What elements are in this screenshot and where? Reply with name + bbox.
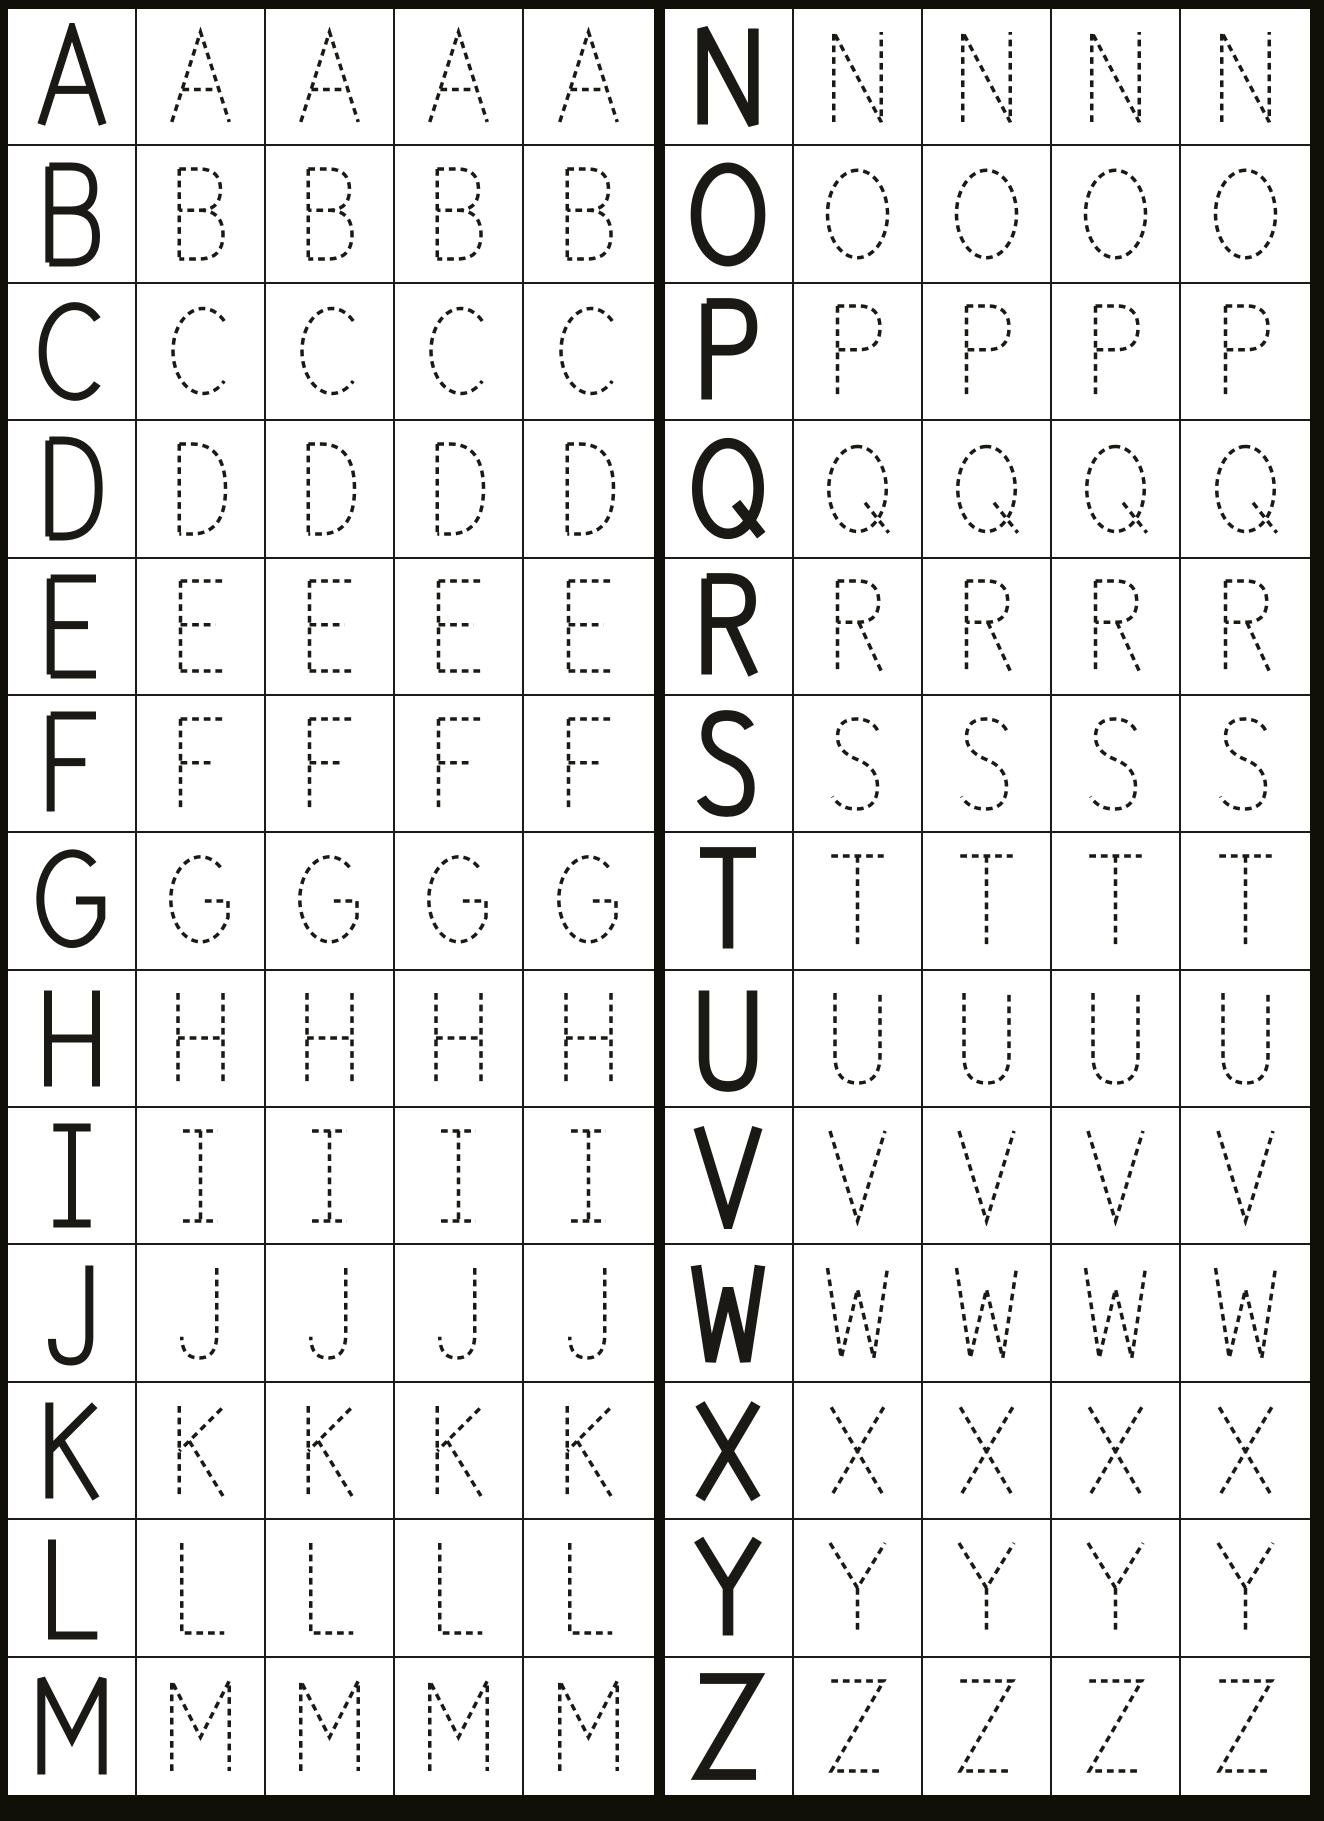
trace-letter-cell-T xyxy=(794,833,923,970)
solid-letter-cell-H xyxy=(8,971,137,1108)
letter-H-trace-glyph xyxy=(551,988,626,1088)
trace-letter-cell-Q xyxy=(794,421,923,558)
solid-letter-cell-C xyxy=(8,284,137,421)
letter-O-solid-glyph xyxy=(688,161,768,268)
letter-A-trace-glyph xyxy=(551,27,626,127)
letter-J-trace-glyph xyxy=(421,1263,496,1363)
letter-P-trace-glyph xyxy=(949,301,1024,401)
letter-E-solid-glyph xyxy=(32,573,112,680)
letter-G-trace-glyph xyxy=(551,851,626,951)
trace-letter-cell-S xyxy=(794,696,923,833)
letter-Q-trace-glyph xyxy=(1078,439,1153,539)
trace-letter-cell-W xyxy=(794,1245,923,1382)
trace-letter-cell-C xyxy=(266,284,395,421)
trace-letter-cell-F xyxy=(266,696,395,833)
letter-J-trace-glyph xyxy=(551,1263,626,1363)
solid-letter-cell-Q xyxy=(665,421,794,558)
trace-letter-cell-U xyxy=(1052,971,1181,1108)
letter-C-trace-glyph xyxy=(292,301,367,401)
trace-letter-cell-A xyxy=(266,9,395,146)
trace-letter-cell-E xyxy=(524,559,653,696)
letter-Y-trace-glyph xyxy=(1078,1538,1153,1638)
trace-letter-cell-U xyxy=(1181,971,1310,1108)
trace-letter-cell-F xyxy=(395,696,524,833)
trace-letter-cell-Z xyxy=(1181,1658,1310,1795)
letter-Y-solid-glyph xyxy=(688,1534,768,1641)
letter-B-trace-glyph xyxy=(292,164,367,264)
trace-letter-cell-N xyxy=(1181,9,1310,146)
trace-letter-cell-P xyxy=(1052,284,1181,421)
letter-X-trace-glyph xyxy=(949,1401,1024,1501)
trace-letter-cell-X xyxy=(794,1383,923,1520)
letter-R-solid-glyph xyxy=(688,573,768,680)
letter-L-trace-glyph xyxy=(551,1538,626,1638)
trace-letter-cell-Y xyxy=(1052,1520,1181,1657)
trace-letter-cell-Y xyxy=(794,1520,923,1657)
solid-letter-cell-A xyxy=(8,9,137,146)
solid-letter-cell-O xyxy=(665,146,794,283)
letter-D-solid-glyph xyxy=(32,435,112,542)
letter-U-trace-glyph xyxy=(1078,988,1153,1088)
letter-K-trace-glyph xyxy=(292,1401,367,1501)
letter-P-trace-glyph xyxy=(1208,301,1283,401)
letter-V-trace-glyph xyxy=(1078,1126,1153,1226)
solid-letter-cell-X xyxy=(665,1383,794,1520)
letter-G-trace-glyph xyxy=(163,851,238,951)
letter-F-solid-glyph xyxy=(32,710,112,817)
solid-letter-cell-F xyxy=(8,696,137,833)
letter-W-trace-glyph xyxy=(820,1263,895,1363)
trace-letter-cell-A xyxy=(395,9,524,146)
trace-letter-cell-L xyxy=(266,1520,395,1657)
trace-letter-cell-M xyxy=(524,1658,653,1795)
trace-letter-cell-K xyxy=(395,1383,524,1520)
letter-Q-trace-glyph xyxy=(1208,439,1283,539)
trace-letter-cell-O xyxy=(923,146,1052,283)
tracing-grid xyxy=(8,9,1310,1795)
trace-letter-cell-K xyxy=(137,1383,266,1520)
solid-letter-cell-I xyxy=(8,1108,137,1245)
letter-F-trace-glyph xyxy=(163,714,238,814)
letter-X-trace-glyph xyxy=(820,1401,895,1501)
solid-letter-cell-T xyxy=(665,833,794,970)
trace-letter-cell-S xyxy=(1181,696,1310,833)
letter-I-trace-glyph xyxy=(551,1126,626,1226)
trace-letter-cell-T xyxy=(1052,833,1181,970)
letter-C-trace-glyph xyxy=(421,301,496,401)
letter-A-trace-glyph xyxy=(292,27,367,127)
letter-I-trace-glyph xyxy=(421,1126,496,1226)
trace-letter-cell-C xyxy=(395,284,524,421)
letter-W-trace-glyph xyxy=(949,1263,1024,1363)
letter-B-trace-glyph xyxy=(163,164,238,264)
letter-Y-trace-glyph xyxy=(949,1538,1024,1638)
letter-K-trace-glyph xyxy=(163,1401,238,1501)
trace-letter-cell-Q xyxy=(1181,421,1310,558)
letter-R-trace-glyph xyxy=(1078,576,1153,676)
trace-letter-cell-F xyxy=(137,696,266,833)
letter-A-trace-glyph xyxy=(163,27,238,127)
letter-Q-trace-glyph xyxy=(820,439,895,539)
trace-letter-cell-S xyxy=(923,696,1052,833)
solid-letter-cell-L xyxy=(8,1520,137,1657)
trace-letter-cell-C xyxy=(137,284,266,421)
trace-letter-cell-V xyxy=(1181,1108,1310,1245)
trace-letter-cell-R xyxy=(1181,559,1310,696)
trace-letter-cell-Y xyxy=(923,1520,1052,1657)
letter-Z-trace-glyph xyxy=(1208,1676,1283,1776)
solid-letter-cell-S xyxy=(665,696,794,833)
letters-n-z-panel xyxy=(665,9,1311,1795)
letter-F-trace-glyph xyxy=(421,714,496,814)
trace-letter-cell-H xyxy=(266,971,395,1108)
letter-N-trace-glyph xyxy=(949,27,1024,127)
trace-letter-cell-V xyxy=(794,1108,923,1245)
trace-letter-cell-G xyxy=(137,833,266,970)
trace-letter-cell-D xyxy=(524,421,653,558)
trace-letter-cell-D xyxy=(395,421,524,558)
trace-letter-cell-X xyxy=(923,1383,1052,1520)
letter-X-trace-glyph xyxy=(1078,1401,1153,1501)
solid-letter-cell-J xyxy=(8,1245,137,1382)
letter-T-trace-glyph xyxy=(949,851,1024,951)
solid-letter-cell-Y xyxy=(665,1520,794,1657)
solid-letter-cell-G xyxy=(8,833,137,970)
trace-letter-cell-U xyxy=(794,971,923,1108)
solid-letter-cell-U xyxy=(665,971,794,1108)
trace-letter-cell-T xyxy=(1181,833,1310,970)
trace-letter-cell-H xyxy=(137,971,266,1108)
letter-D-trace-glyph xyxy=(292,439,367,539)
trace-letter-cell-F xyxy=(524,696,653,833)
letter-U-trace-glyph xyxy=(949,988,1024,1088)
letter-L-trace-glyph xyxy=(292,1538,367,1638)
trace-letter-cell-E xyxy=(395,559,524,696)
letter-N-solid-glyph xyxy=(688,23,768,130)
trace-letter-cell-L xyxy=(137,1520,266,1657)
letter-S-trace-glyph xyxy=(949,714,1024,814)
trace-letter-cell-O xyxy=(1052,146,1181,283)
trace-letter-cell-J xyxy=(137,1245,266,1382)
letter-T-trace-glyph xyxy=(1078,851,1153,951)
letter-Z-solid-glyph xyxy=(688,1673,768,1780)
letter-T-trace-glyph xyxy=(820,851,895,951)
trace-letter-cell-R xyxy=(794,559,923,696)
trace-letter-cell-P xyxy=(794,284,923,421)
trace-letter-cell-O xyxy=(794,146,923,283)
trace-letter-cell-I xyxy=(137,1108,266,1245)
letter-V-solid-glyph xyxy=(688,1122,768,1229)
letter-C-trace-glyph xyxy=(163,301,238,401)
trace-letter-cell-R xyxy=(1052,559,1181,696)
trace-letter-cell-J xyxy=(266,1245,395,1382)
letter-F-trace-glyph xyxy=(551,714,626,814)
solid-letter-cell-R xyxy=(665,559,794,696)
trace-letter-cell-N xyxy=(794,9,923,146)
trace-letter-cell-I xyxy=(524,1108,653,1245)
trace-letter-cell-I xyxy=(266,1108,395,1245)
letter-N-trace-glyph xyxy=(1208,27,1283,127)
letter-L-solid-glyph xyxy=(32,1534,112,1641)
letter-Q-trace-glyph xyxy=(949,439,1024,539)
solid-letter-cell-P xyxy=(665,284,794,421)
letter-E-trace-glyph xyxy=(421,576,496,676)
letter-M-trace-glyph xyxy=(421,1676,496,1776)
trace-letter-cell-E xyxy=(137,559,266,696)
solid-letter-cell-M xyxy=(8,1658,137,1795)
letter-X-solid-glyph xyxy=(688,1397,768,1504)
letter-S-trace-glyph xyxy=(1078,714,1153,814)
solid-letter-cell-E xyxy=(8,559,137,696)
letter-S-trace-glyph xyxy=(1208,714,1283,814)
trace-letter-cell-G xyxy=(266,833,395,970)
letter-W-trace-glyph xyxy=(1078,1263,1153,1363)
letter-S-solid-glyph xyxy=(688,710,768,817)
letter-M-trace-glyph xyxy=(551,1676,626,1776)
letter-O-trace-glyph xyxy=(1078,164,1153,264)
letter-C-solid-glyph xyxy=(32,298,112,405)
letter-Y-trace-glyph xyxy=(820,1538,895,1638)
letter-R-trace-glyph xyxy=(1208,576,1283,676)
letter-K-trace-glyph xyxy=(421,1401,496,1501)
letter-W-trace-glyph xyxy=(1208,1263,1283,1363)
trace-letter-cell-G xyxy=(524,833,653,970)
trace-letter-cell-N xyxy=(1052,9,1181,146)
letter-K-solid-glyph xyxy=(32,1397,112,1504)
letter-L-trace-glyph xyxy=(163,1538,238,1638)
trace-letter-cell-A xyxy=(137,9,266,146)
letter-V-trace-glyph xyxy=(820,1126,895,1226)
trace-letter-cell-X xyxy=(1181,1383,1310,1520)
trace-letter-cell-J xyxy=(524,1245,653,1382)
trace-letter-cell-W xyxy=(1052,1245,1181,1382)
trace-letter-cell-K xyxy=(524,1383,653,1520)
letter-M-trace-glyph xyxy=(292,1676,367,1776)
letter-G-solid-glyph xyxy=(32,847,112,954)
letter-P-trace-glyph xyxy=(820,301,895,401)
letter-H-trace-glyph xyxy=(163,988,238,1088)
letter-O-trace-glyph xyxy=(820,164,895,264)
letter-Z-trace-glyph xyxy=(1078,1676,1153,1776)
letter-E-trace-glyph xyxy=(551,576,626,676)
letter-N-trace-glyph xyxy=(1078,27,1153,127)
letter-U-solid-glyph xyxy=(688,985,768,1092)
letter-A-solid-glyph xyxy=(32,23,112,130)
trace-letter-cell-W xyxy=(923,1245,1052,1382)
letter-Z-trace-glyph xyxy=(949,1676,1024,1776)
letter-I-solid-glyph xyxy=(32,1122,112,1229)
letter-B-trace-glyph xyxy=(421,164,496,264)
trace-letter-cell-V xyxy=(1052,1108,1181,1245)
trace-letter-cell-Z xyxy=(923,1658,1052,1795)
trace-letter-cell-K xyxy=(266,1383,395,1520)
trace-letter-cell-B xyxy=(266,146,395,283)
letter-D-trace-glyph xyxy=(163,439,238,539)
solid-letter-cell-Z xyxy=(665,1658,794,1795)
letter-R-trace-glyph xyxy=(949,576,1024,676)
trace-letter-cell-R xyxy=(923,559,1052,696)
letter-F-trace-glyph xyxy=(292,714,367,814)
letter-S-trace-glyph xyxy=(820,714,895,814)
trace-letter-cell-P xyxy=(1181,284,1310,421)
letter-Z-trace-glyph xyxy=(820,1676,895,1776)
trace-letter-cell-N xyxy=(923,9,1052,146)
trace-letter-cell-L xyxy=(395,1520,524,1657)
letter-U-trace-glyph xyxy=(820,988,895,1088)
letter-Q-solid-glyph xyxy=(688,435,768,542)
trace-letter-cell-Q xyxy=(923,421,1052,558)
solid-letter-cell-K xyxy=(8,1383,137,1520)
letter-I-trace-glyph xyxy=(163,1126,238,1226)
trace-letter-cell-E xyxy=(266,559,395,696)
trace-letter-cell-C xyxy=(524,284,653,421)
letter-G-trace-glyph xyxy=(292,851,367,951)
letter-V-trace-glyph xyxy=(1208,1126,1283,1226)
letter-Y-trace-glyph xyxy=(1208,1538,1283,1638)
letter-I-trace-glyph xyxy=(292,1126,367,1226)
solid-letter-cell-B xyxy=(8,146,137,283)
letter-D-trace-glyph xyxy=(421,439,496,539)
trace-letter-cell-G xyxy=(395,833,524,970)
trace-letter-cell-Z xyxy=(1052,1658,1181,1795)
letter-J-trace-glyph xyxy=(163,1263,238,1363)
letter-X-trace-glyph xyxy=(1208,1401,1283,1501)
trace-letter-cell-S xyxy=(1052,696,1181,833)
trace-letter-cell-B xyxy=(524,146,653,283)
trace-letter-cell-I xyxy=(395,1108,524,1245)
solid-letter-cell-N xyxy=(665,9,794,146)
trace-letter-cell-D xyxy=(266,421,395,558)
solid-letter-cell-W xyxy=(665,1245,794,1382)
letter-L-trace-glyph xyxy=(421,1538,496,1638)
trace-letter-cell-M xyxy=(395,1658,524,1795)
letter-W-solid-glyph xyxy=(688,1260,768,1367)
letter-T-solid-glyph xyxy=(688,847,768,954)
trace-letter-cell-O xyxy=(1181,146,1310,283)
letter-E-trace-glyph xyxy=(292,576,367,676)
letter-H-trace-glyph xyxy=(292,988,367,1088)
trace-letter-cell-B xyxy=(137,146,266,283)
solid-letter-cell-D xyxy=(8,421,137,558)
letter-T-trace-glyph xyxy=(1208,851,1283,951)
trace-letter-cell-J xyxy=(395,1245,524,1382)
letter-B-solid-glyph xyxy=(32,161,112,268)
trace-letter-cell-B xyxy=(395,146,524,283)
trace-letter-cell-V xyxy=(923,1108,1052,1245)
letter-B-trace-glyph xyxy=(551,164,626,264)
letter-D-trace-glyph xyxy=(551,439,626,539)
trace-letter-cell-A xyxy=(524,9,653,146)
letter-C-trace-glyph xyxy=(551,301,626,401)
letter-H-solid-glyph xyxy=(32,985,112,1092)
letter-M-trace-glyph xyxy=(163,1676,238,1776)
trace-letter-cell-Q xyxy=(1052,421,1181,558)
letter-P-solid-glyph xyxy=(688,298,768,405)
letter-V-trace-glyph xyxy=(949,1126,1024,1226)
trace-letter-cell-D xyxy=(137,421,266,558)
letter-J-solid-glyph xyxy=(32,1260,112,1367)
trace-letter-cell-L xyxy=(524,1520,653,1657)
trace-letter-cell-W xyxy=(1181,1245,1310,1382)
letter-U-trace-glyph xyxy=(1208,988,1283,1088)
letter-E-trace-glyph xyxy=(163,576,238,676)
trace-letter-cell-X xyxy=(1052,1383,1181,1520)
letter-O-trace-glyph xyxy=(949,164,1024,264)
letters-a-m-panel xyxy=(8,9,654,1795)
trace-letter-cell-M xyxy=(137,1658,266,1795)
trace-letter-cell-Y xyxy=(1181,1520,1310,1657)
letter-O-trace-glyph xyxy=(1208,164,1283,264)
letter-A-trace-glyph xyxy=(421,27,496,127)
letter-M-solid-glyph xyxy=(32,1673,112,1780)
trace-letter-cell-T xyxy=(923,833,1052,970)
trace-letter-cell-M xyxy=(266,1658,395,1795)
letter-K-trace-glyph xyxy=(551,1401,626,1501)
letter-H-trace-glyph xyxy=(421,988,496,1088)
trace-letter-cell-Z xyxy=(794,1658,923,1795)
letter-R-trace-glyph xyxy=(820,576,895,676)
trace-letter-cell-U xyxy=(923,971,1052,1108)
vertical-divider xyxy=(654,9,665,1795)
letter-P-trace-glyph xyxy=(1078,301,1153,401)
trace-letter-cell-H xyxy=(524,971,653,1108)
trace-letter-cell-P xyxy=(923,284,1052,421)
letter-J-trace-glyph xyxy=(292,1263,367,1363)
letter-G-trace-glyph xyxy=(421,851,496,951)
solid-letter-cell-V xyxy=(665,1108,794,1245)
letter-N-trace-glyph xyxy=(820,27,895,127)
trace-letter-cell-H xyxy=(395,971,524,1108)
